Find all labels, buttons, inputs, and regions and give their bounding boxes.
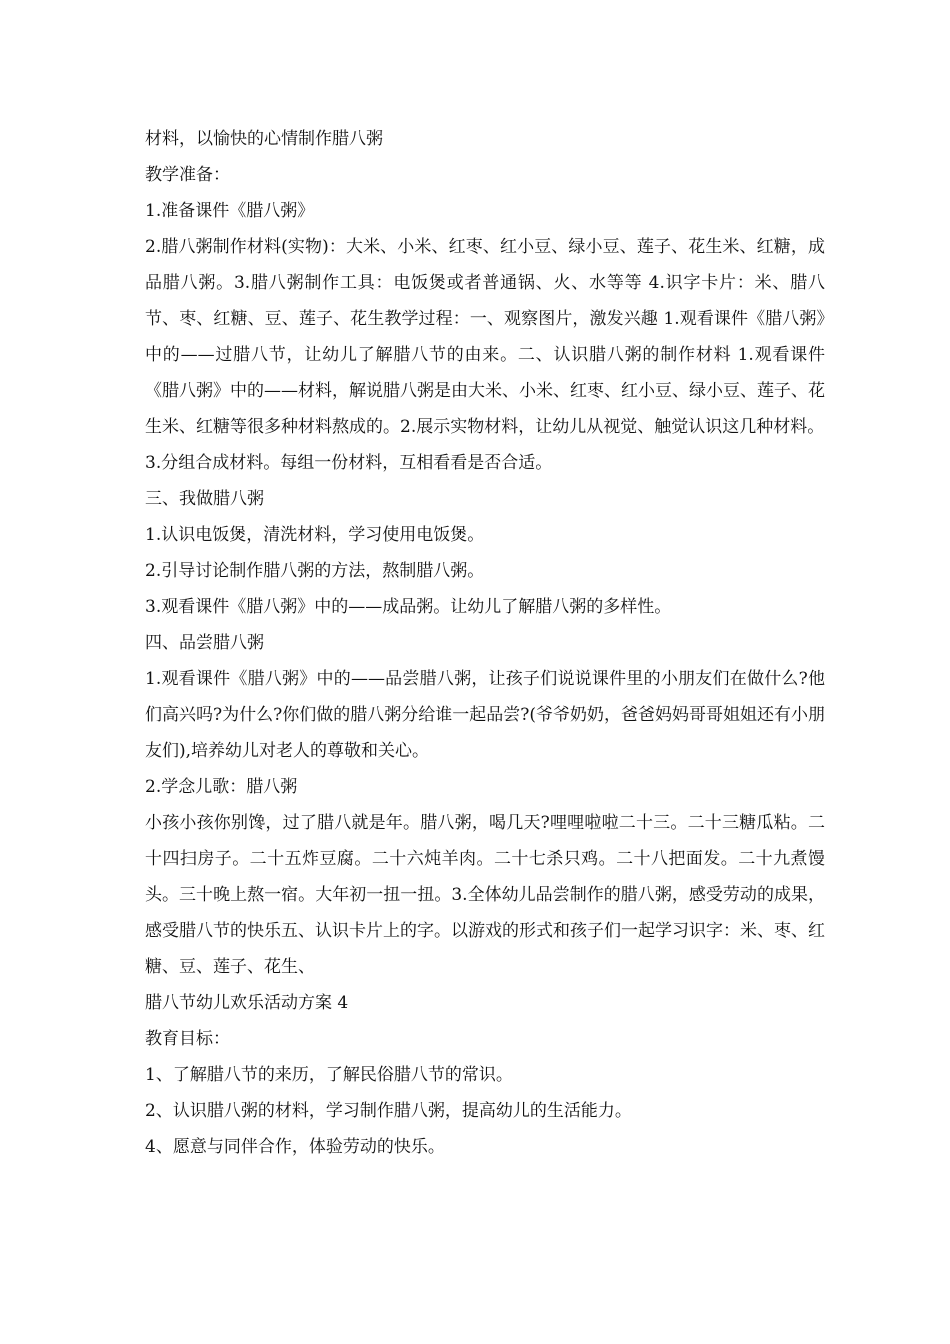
paragraph-goal-two: 2、认识腊八粥的材料，学习制作腊八粥，提高幼儿的生活能力。	[145, 1101, 632, 1121]
heading-education-goals: 教育目标：	[145, 1029, 230, 1049]
paragraph-group-materials: 3.分组合成材料。每组一份材料，互相看看是否合适。	[145, 453, 553, 473]
document-body	[145, 121, 825, 1165]
paragraph-nursery-rhyme: 小孩小孩你别馋，过了腊八就是年。腊八粥，喝几天?哩哩啦啦二十三。二十三糖瓜粘。二十四扫房子。二十五炸豆腐。二十六炖羊肉。二十七杀只鸡。二十八把面发。二十九煮馒头。三十晚上熬一宿。大年初一扭一扭。3.全体幼儿品尝制作的腊八粥，感受劳动的成果，感受腊八节的快乐五、认识卡片上的字。以游戏的形式和孩子们一起学习识字：米、枣、红糖、豆、莲子、花生、	[145, 813, 825, 977]
paragraph-finished-porridge: 3.观看课件《腊八粥》中的——成品粥。让幼儿了解腊八粥的多样性。	[145, 597, 672, 617]
paragraph-goal-four: 4、愿意与同伴合作，体验劳动的快乐。	[145, 1137, 445, 1157]
heading-section-three: 三、我做腊八粥	[145, 489, 264, 509]
paragraph-rice-cooker: 1.认识电饭煲，清洗材料，学习使用电饭煲。	[145, 525, 485, 545]
heading-teaching-preparation: 教学准备：	[145, 165, 230, 185]
paragraph-prep-materials-and-process: 2.腊八粥制作材料(实物)：大米、小米、红枣、红小豆、绿小豆、莲子、花生米、红糖，成品腊八粥。3.腊八粥制作工具：电饭煲或者普通锅、火、水等等 4.识字卡片：米、腊八节、枣、红糖、豆、莲子、花生教学过程：一、观察图片，激发兴趣 1.观看课件《腊八粥》中的——过腊八节，让幼儿了解腊八节的由来。二、认识腊八粥的制作材料 1.观看课件《腊八粥》中的——材料，解说腊八粥是由大米、小米、红枣、红小豆、绿小豆、莲子、花生米、红糖等很多种材料熬成的。2.展示实物材料，让幼儿从视觉、触觉认识这几种材料。	[145, 237, 825, 437]
paragraph-discuss-method: 2.引导讨论制作腊八粥的方法，熬制腊八粥。	[145, 561, 485, 581]
paragraph-tasting: 1.观看课件《腊八粥》中的——品尝腊八粥，让孩子们说说课件里的小朋友们在做什么?他们高兴吗?为什么?你们做的腊八粥分给谁一起品尝?(爷爷奶奶，爸爸妈妈哥哥姐姐还有小朋友们),培养幼儿对老人的尊敬和关心。	[145, 669, 825, 761]
paragraph-prep-courseware: 1.准备课件《腊八粥》	[145, 201, 315, 221]
paragraph-intro-materials: 材料，以愉快的心情制作腊八粥	[145, 129, 383, 149]
paragraph-nursery-rhyme-title: 2.学念儿歌：腊八粥	[145, 777, 298, 797]
heading-section-four: 四、品尝腊八粥	[145, 633, 264, 653]
heading-plan-four: 腊八节幼儿欢乐活动方案 4	[145, 993, 349, 1013]
paragraph-goal-one: 1、了解腊八节的来历，了解民俗腊八节的常识。	[145, 1065, 513, 1085]
